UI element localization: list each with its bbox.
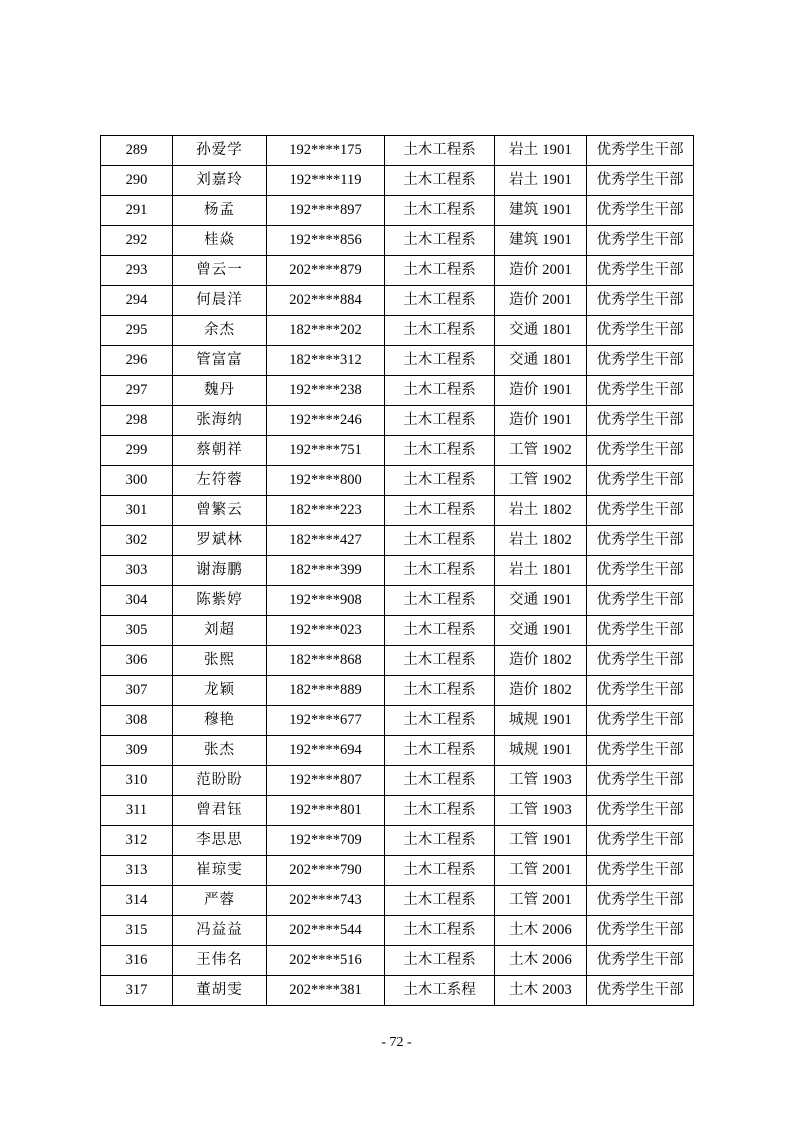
row-department: 土木工程系 — [385, 706, 495, 736]
row-name: 张海纳 — [173, 406, 267, 436]
row-number: 304 — [101, 586, 173, 616]
table-row — [101, 376, 694, 406]
row-phone: 202****743 — [267, 886, 385, 916]
row-department: 土木工程系 — [385, 946, 495, 976]
row-name: 张杰 — [173, 736, 267, 766]
row-department: 土木工程系 — [385, 226, 495, 256]
row-class: 交通 1801 — [495, 346, 587, 376]
table-row — [101, 616, 694, 646]
row-honor: 优秀学生干部 — [587, 946, 694, 976]
roster-table-body — [101, 136, 694, 1006]
row-phone: 192****677 — [267, 706, 385, 736]
row-department: 土木工程系 — [385, 256, 495, 286]
row-department: 土木工程系 — [385, 826, 495, 856]
row-name: 蔡朝祥 — [173, 436, 267, 466]
row-phone: 192****023 — [267, 616, 385, 646]
row-phone: 182****202 — [267, 316, 385, 346]
table-row — [101, 436, 694, 466]
row-name: 曾云一 — [173, 256, 267, 286]
row-phone: 202****381 — [267, 976, 385, 1006]
row-department: 土木工程系 — [385, 376, 495, 406]
row-number: 291 — [101, 196, 173, 226]
row-honor: 优秀学生干部 — [587, 436, 694, 466]
table-row — [101, 946, 694, 976]
table-row — [101, 226, 694, 256]
row-name: 崔琼雯 — [173, 856, 267, 886]
row-name: 陈紫婷 — [173, 586, 267, 616]
row-class: 造价 2001 — [495, 256, 587, 286]
row-phone: 192****694 — [267, 736, 385, 766]
row-honor: 优秀学生干部 — [587, 586, 694, 616]
row-name: 冯益益 — [173, 916, 267, 946]
row-department: 土木工程系 — [385, 616, 495, 646]
table-row — [101, 496, 694, 526]
table-row — [101, 556, 694, 586]
row-phone: 192****856 — [267, 226, 385, 256]
row-phone: 192****801 — [267, 796, 385, 826]
row-honor: 优秀学生干部 — [587, 166, 694, 196]
row-honor: 优秀学生干部 — [587, 646, 694, 676]
row-honor: 优秀学生干部 — [587, 916, 694, 946]
row-department: 土木工程系 — [385, 166, 495, 196]
row-honor: 优秀学生干部 — [587, 466, 694, 496]
row-honor: 优秀学生干部 — [587, 196, 694, 226]
row-honor: 优秀学生干部 — [587, 706, 694, 736]
row-number: 293 — [101, 256, 173, 286]
table-row — [101, 256, 694, 286]
row-number: 314 — [101, 886, 173, 916]
table-row — [101, 796, 694, 826]
row-number: 306 — [101, 646, 173, 676]
row-phone: 202****544 — [267, 916, 385, 946]
row-class: 工管 1903 — [495, 766, 587, 796]
row-name: 余杰 — [173, 316, 267, 346]
row-honor: 优秀学生干部 — [587, 796, 694, 826]
row-department: 土木工程系 — [385, 766, 495, 796]
row-number: 302 — [101, 526, 173, 556]
row-honor: 优秀学生干部 — [587, 766, 694, 796]
row-department: 土木工程系 — [385, 136, 495, 166]
row-name: 范盼盼 — [173, 766, 267, 796]
row-number: 298 — [101, 406, 173, 436]
page-number: - 72 - — [381, 1035, 412, 1050]
row-phone: 182****223 — [267, 496, 385, 526]
row-name: 曾君钰 — [173, 796, 267, 826]
row-number: 312 — [101, 826, 173, 856]
row-phone: 192****897 — [267, 196, 385, 226]
row-class: 土木 2003 — [495, 976, 587, 1006]
table-row — [101, 316, 694, 346]
row-honor: 优秀学生干部 — [587, 616, 694, 646]
row-phone: 202****516 — [267, 946, 385, 976]
row-name: 刘嘉玲 — [173, 166, 267, 196]
row-class: 土木 2006 — [495, 946, 587, 976]
table-row — [101, 646, 694, 676]
row-name: 谢海鹏 — [173, 556, 267, 586]
row-class: 造价 1802 — [495, 646, 587, 676]
row-name: 魏丹 — [173, 376, 267, 406]
row-class: 造价 1901 — [495, 406, 587, 436]
row-name: 左符蓉 — [173, 466, 267, 496]
row-honor: 优秀学生干部 — [587, 346, 694, 376]
table-row — [101, 346, 694, 376]
row-class: 土木 2006 — [495, 916, 587, 946]
row-number: 311 — [101, 796, 173, 826]
table-row — [101, 736, 694, 766]
row-number: 299 — [101, 436, 173, 466]
row-class: 岩土 1901 — [495, 166, 587, 196]
row-class: 工管 2001 — [495, 886, 587, 916]
table-row — [101, 406, 694, 436]
row-phone: 192****800 — [267, 466, 385, 496]
row-honor: 优秀学生干部 — [587, 376, 694, 406]
row-name: 王伟名 — [173, 946, 267, 976]
row-honor: 优秀学生干部 — [587, 976, 694, 1006]
row-honor: 优秀学生干部 — [587, 736, 694, 766]
row-class: 城规 1901 — [495, 736, 587, 766]
row-name: 何晨洋 — [173, 286, 267, 316]
row-honor: 优秀学生干部 — [587, 826, 694, 856]
row-name: 穆艳 — [173, 706, 267, 736]
row-number: 317 — [101, 976, 173, 1006]
row-class: 造价 2001 — [495, 286, 587, 316]
row-name: 龙颖 — [173, 676, 267, 706]
row-class: 工管 1903 — [495, 796, 587, 826]
row-department: 土木工程系 — [385, 406, 495, 436]
row-name: 桂焱 — [173, 226, 267, 256]
row-honor: 优秀学生干部 — [587, 496, 694, 526]
row-phone: 192****751 — [267, 436, 385, 466]
row-class: 建筑 1901 — [495, 226, 587, 256]
row-number: 301 — [101, 496, 173, 526]
table-row — [101, 526, 694, 556]
table-row — [101, 706, 694, 736]
row-number: 316 — [101, 946, 173, 976]
row-name: 董胡雯 — [173, 976, 267, 1006]
row-department: 土木工程系 — [385, 586, 495, 616]
row-phone: 182****399 — [267, 556, 385, 586]
row-phone: 182****312 — [267, 346, 385, 376]
row-number: 313 — [101, 856, 173, 886]
table-row — [101, 166, 694, 196]
row-department: 土木工程系 — [385, 196, 495, 226]
row-phone: 192****175 — [267, 136, 385, 166]
table-row — [101, 136, 694, 166]
row-department: 土木工程系 — [385, 736, 495, 766]
row-class: 交通 1801 — [495, 316, 587, 346]
row-phone: 192****238 — [267, 376, 385, 406]
row-department: 土木工程系 — [385, 556, 495, 586]
row-number: 300 — [101, 466, 173, 496]
row-department: 土木工程系 — [385, 496, 495, 526]
row-department: 土木工程系 — [385, 466, 495, 496]
row-number: 297 — [101, 376, 173, 406]
row-department: 土木工程系 — [385, 916, 495, 946]
row-phone: 192****807 — [267, 766, 385, 796]
row-class: 工管 1901 — [495, 826, 587, 856]
row-number: 303 — [101, 556, 173, 586]
table-row — [101, 466, 694, 496]
row-phone: 182****427 — [267, 526, 385, 556]
row-class: 建筑 1901 — [495, 196, 587, 226]
roster-table — [100, 135, 694, 1006]
row-name: 杨孟 — [173, 196, 267, 226]
row-phone: 192****119 — [267, 166, 385, 196]
row-name: 李思思 — [173, 826, 267, 856]
row-number: 296 — [101, 346, 173, 376]
row-number: 294 — [101, 286, 173, 316]
table-row — [101, 286, 694, 316]
row-honor: 优秀学生干部 — [587, 526, 694, 556]
row-number: 310 — [101, 766, 173, 796]
row-department: 土木工程系 — [385, 346, 495, 376]
row-department: 土木工程系 — [385, 886, 495, 916]
row-class: 岩土 1802 — [495, 526, 587, 556]
row-name: 曾繁云 — [173, 496, 267, 526]
row-name: 管富富 — [173, 346, 267, 376]
row-class: 造价 1802 — [495, 676, 587, 706]
row-number: 289 — [101, 136, 173, 166]
row-class: 岩土 1901 — [495, 136, 587, 166]
row-department: 土木工程系 — [385, 796, 495, 826]
table-row — [101, 676, 694, 706]
row-phone: 202****879 — [267, 256, 385, 286]
row-phone: 192****246 — [267, 406, 385, 436]
row-department: 土木工系程 — [385, 976, 495, 1006]
row-number: 315 — [101, 916, 173, 946]
row-class: 造价 1901 — [495, 376, 587, 406]
row-name: 严蓉 — [173, 886, 267, 916]
row-number: 307 — [101, 676, 173, 706]
row-department: 土木工程系 — [385, 436, 495, 466]
row-class: 工管 1902 — [495, 436, 587, 466]
row-name: 张熙 — [173, 646, 267, 676]
table-row — [101, 976, 694, 1006]
row-name: 刘超 — [173, 616, 267, 646]
row-department: 土木工程系 — [385, 646, 495, 676]
table-row — [101, 826, 694, 856]
row-number: 292 — [101, 226, 173, 256]
row-honor: 优秀学生干部 — [587, 406, 694, 436]
row-class: 岩土 1801 — [495, 556, 587, 586]
row-honor: 优秀学生干部 — [587, 226, 694, 256]
row-class: 交通 1901 — [495, 616, 587, 646]
row-department: 土木工程系 — [385, 286, 495, 316]
row-honor: 优秀学生干部 — [587, 856, 694, 886]
row-honor: 优秀学生干部 — [587, 316, 694, 346]
table-row — [101, 886, 694, 916]
row-phone: 202****884 — [267, 286, 385, 316]
row-number: 305 — [101, 616, 173, 646]
table-row — [101, 196, 694, 226]
table-row — [101, 916, 694, 946]
table-row — [101, 586, 694, 616]
row-class: 工管 1902 — [495, 466, 587, 496]
roster-table-container — [100, 135, 693, 1006]
row-class: 工管 2001 — [495, 856, 587, 886]
row-name: 罗斌林 — [173, 526, 267, 556]
row-honor: 优秀学生干部 — [587, 286, 694, 316]
row-phone: 192****709 — [267, 826, 385, 856]
row-department: 土木工程系 — [385, 526, 495, 556]
row-phone: 182****889 — [267, 676, 385, 706]
row-phone: 182****868 — [267, 646, 385, 676]
row-number: 308 — [101, 706, 173, 736]
row-name: 孙爱学 — [173, 136, 267, 166]
row-department: 土木工程系 — [385, 316, 495, 346]
table-row — [101, 856, 694, 886]
row-class: 岩土 1802 — [495, 496, 587, 526]
row-class: 交通 1901 — [495, 586, 587, 616]
row-honor: 优秀学生干部 — [587, 256, 694, 286]
row-honor: 优秀学生干部 — [587, 676, 694, 706]
row-phone: 202****790 — [267, 856, 385, 886]
row-number: 295 — [101, 316, 173, 346]
row-department: 土木工程系 — [385, 676, 495, 706]
row-phone: 192****908 — [267, 586, 385, 616]
row-honor: 优秀学生干部 — [587, 136, 694, 166]
row-honor: 优秀学生干部 — [587, 886, 694, 916]
row-class: 城规 1901 — [495, 706, 587, 736]
table-row — [101, 766, 694, 796]
row-department: 土木工程系 — [385, 856, 495, 886]
row-number: 290 — [101, 166, 173, 196]
row-honor: 优秀学生干部 — [587, 556, 694, 586]
row-number: 309 — [101, 736, 173, 766]
